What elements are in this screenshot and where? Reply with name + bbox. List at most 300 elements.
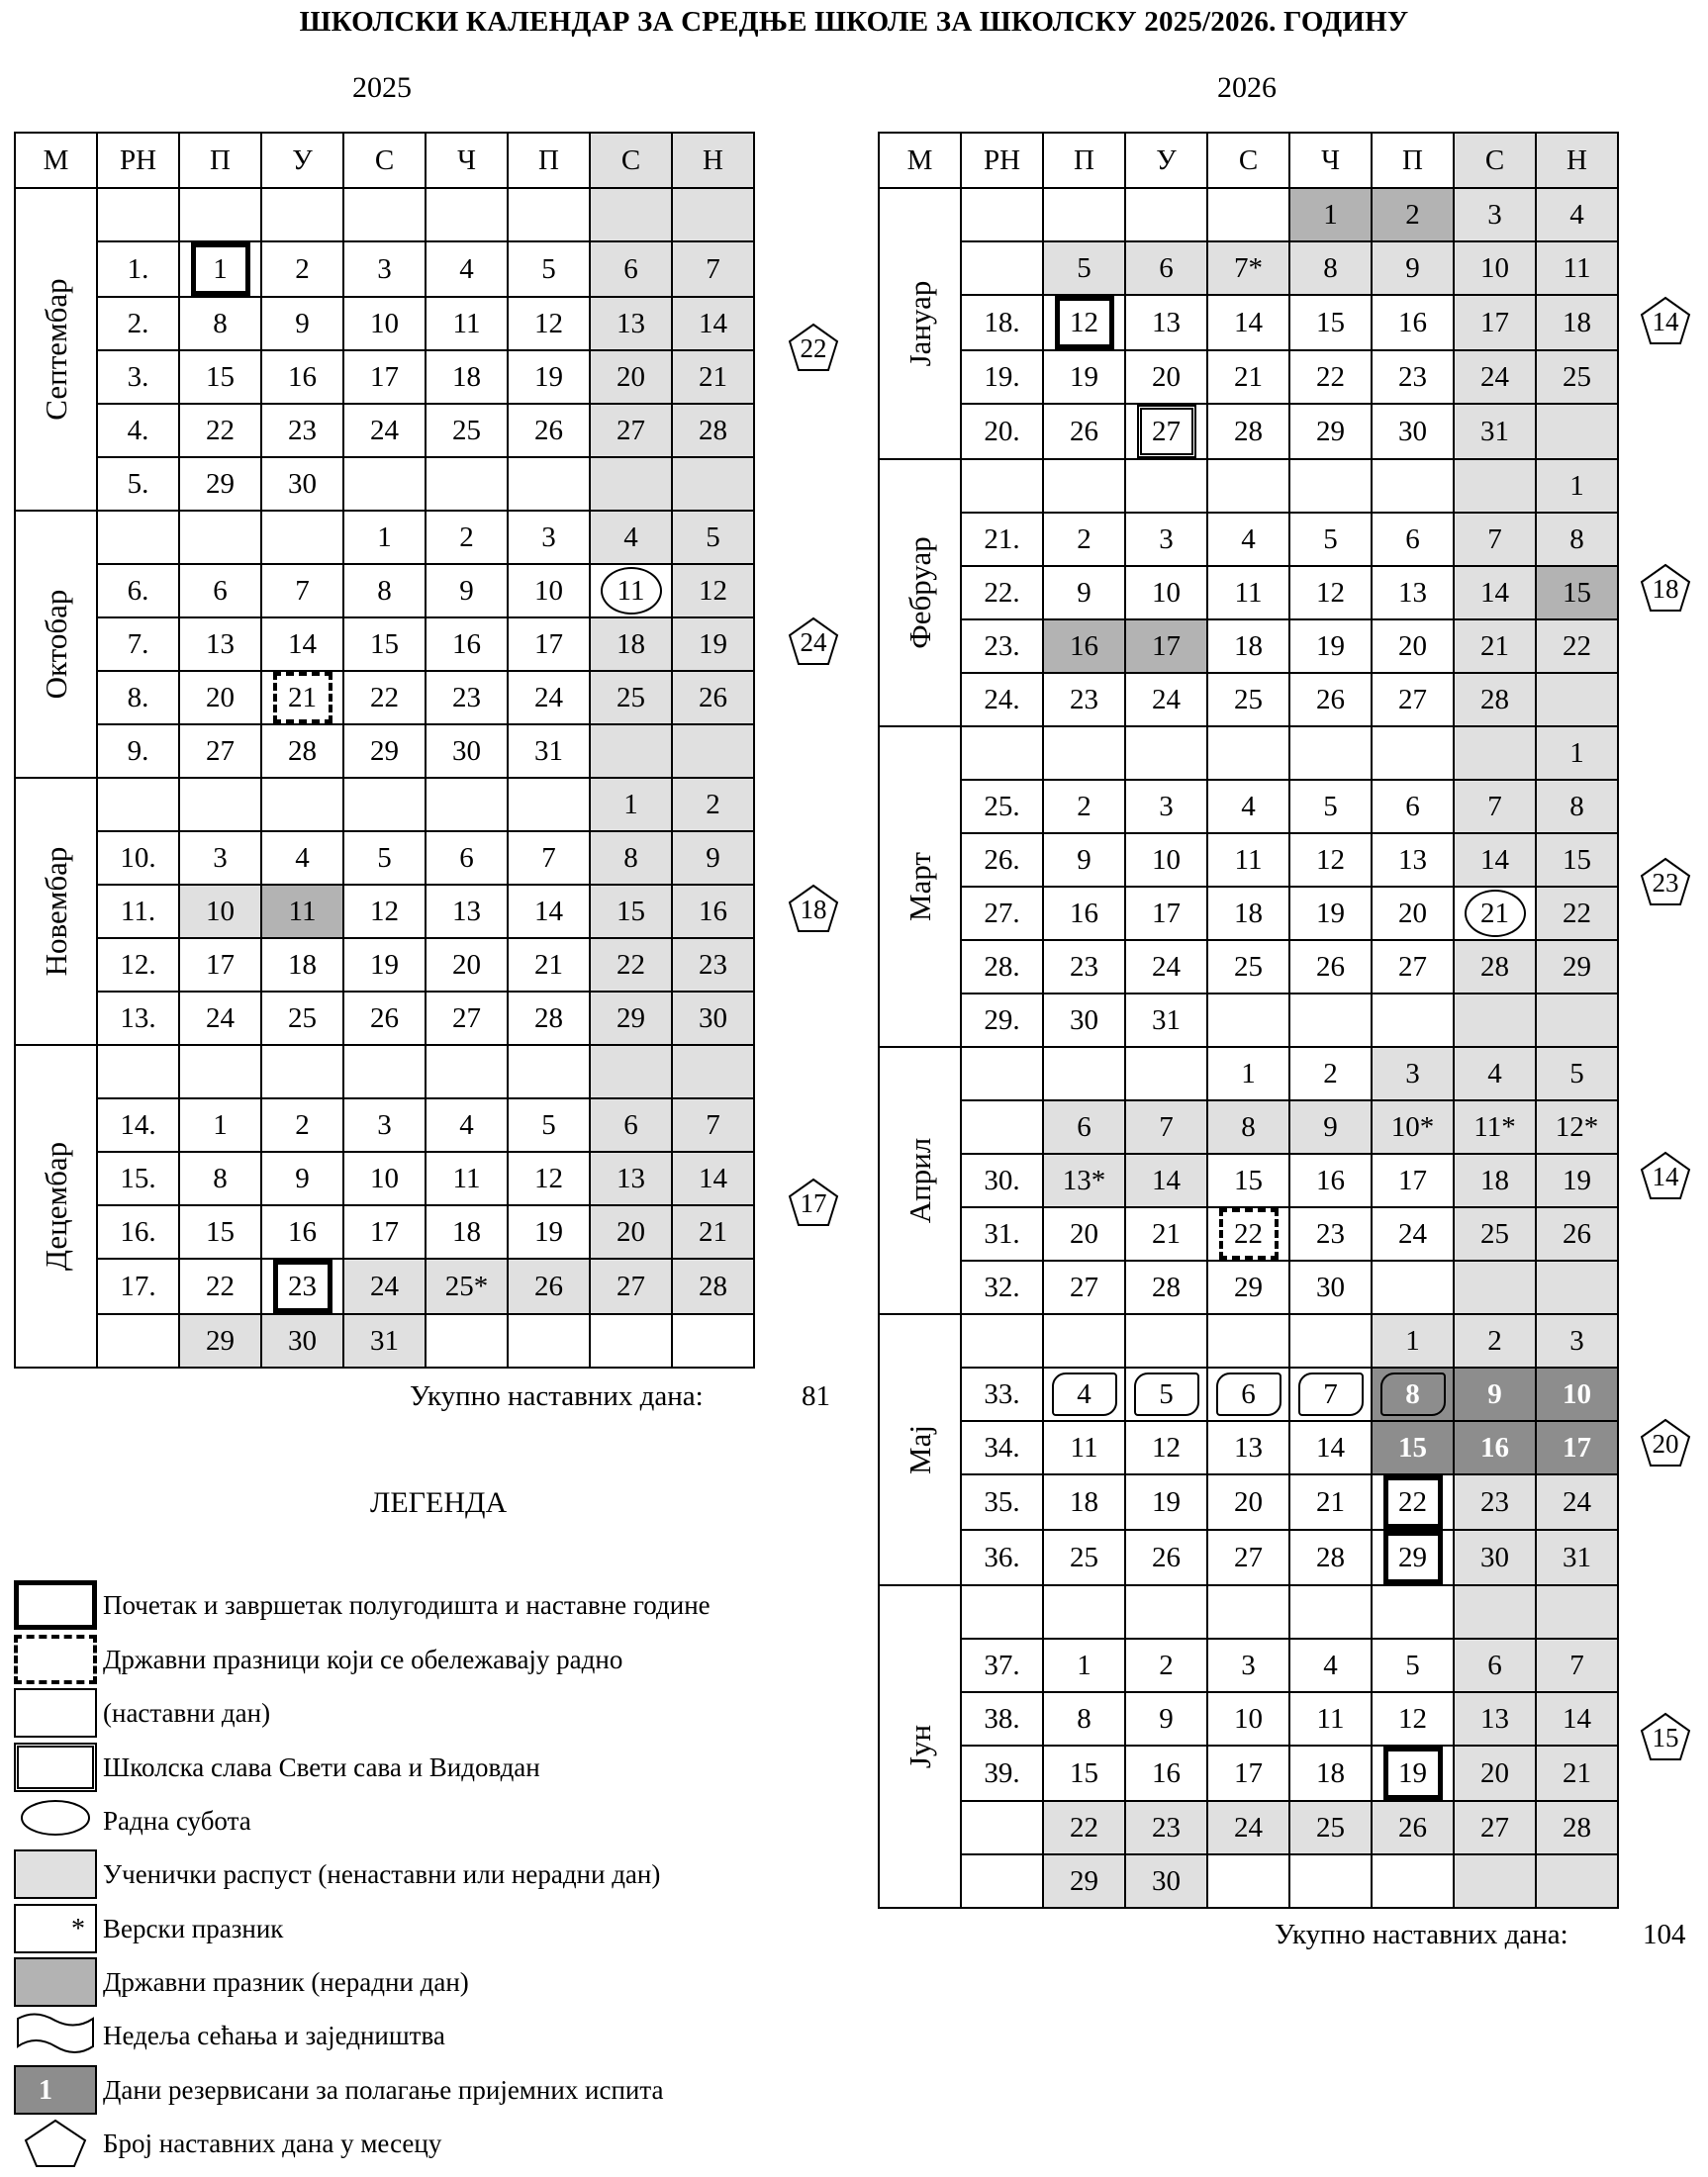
week-row [879,1100,1618,1154]
day-cell [1043,1314,1125,1368]
week-row [879,1207,1618,1261]
day-cell [1372,404,1454,459]
day-number: 22 [1219,1208,1279,1260]
day-number: 16 [288,360,317,393]
legend-item [14,1796,1003,1847]
week-number-cell [97,1045,179,1098]
day-cell [1289,726,1372,780]
day-cell [1207,1047,1289,1100]
month-name-cell [15,778,97,1045]
ellipse-icon [14,1796,97,1846]
day-number: 29 [206,467,235,500]
day-number: 13 [1398,576,1427,609]
day-number: 25 [1563,360,1591,393]
day-cell [179,457,261,511]
day-number: 3 [541,521,556,553]
week-number-cell [961,1047,1043,1100]
teaching-days-count: 15 [1652,1723,1679,1752]
week-row [879,726,1618,780]
day-number: 26 [1563,1217,1591,1250]
exam-glyph: 1 [39,2075,52,2106]
day-number: 15 [1070,1756,1098,1789]
day-cell [1207,1100,1289,1154]
day-number: 3 [377,252,392,285]
day-number: 19 [534,360,563,393]
day-cell [1536,780,1618,833]
week-row [879,673,1618,726]
day-cell [426,1314,508,1368]
day-number: 26 [534,1270,563,1302]
day-cell [1536,1530,1618,1585]
day-cell [1043,726,1125,780]
day-number: 20 [1398,629,1427,662]
teaching-days-count: 23 [1652,868,1679,898]
day-cell [1372,1474,1454,1530]
day-cell [426,564,508,617]
teaching-days-count: 17 [800,1188,827,1218]
day-number: 19 [1316,897,1345,929]
week-number: 28. [984,950,1020,983]
day-cell [1454,726,1536,780]
week-number-cell [97,724,179,778]
day-number: 14 [1480,843,1509,876]
week-number-cell [97,297,179,350]
weekday-header-row [15,133,754,188]
day-number: 31 [1563,1541,1591,1573]
weekday-header: Н [672,133,754,188]
day-cell [1454,833,1536,887]
day-number: 9 [1323,1110,1338,1143]
day-cell [1125,1421,1207,1474]
teaching-days-count: 14 [1652,307,1679,336]
weekday-header: У [1125,133,1207,188]
day-number: 4 [1487,1057,1502,1089]
week-number: 30. [984,1164,1020,1196]
week-row [15,1098,754,1152]
day-cell [1043,350,1125,404]
day-cell [508,1152,590,1205]
day-cell [343,671,426,724]
day-cell [1043,1801,1125,1854]
day-cell [1372,726,1454,780]
day-cell [672,241,754,297]
day-cell [1536,1154,1618,1207]
day-cell [1207,350,1289,404]
week-row [15,350,754,404]
week-number-cell [97,992,179,1045]
day-number: 20 [1070,1217,1098,1250]
day-number: 10 [370,307,399,339]
day-number: 20 [1398,897,1427,929]
day-cell [179,885,261,938]
week-number: 38. [984,1702,1020,1735]
week-row [15,1152,754,1205]
day-cell [1536,1261,1618,1314]
day-cell [1372,1314,1454,1368]
day-number: 6 [213,574,228,607]
week-number-cell [961,619,1043,673]
day-number: 25 [617,681,645,713]
week-row [15,885,754,938]
day-cell [1207,1261,1289,1314]
week-number: 31. [984,1217,1020,1250]
day-number: 20 [1480,1756,1509,1789]
weekday-header: С [590,133,672,188]
day-cell [672,1098,754,1152]
legend-item [14,1849,1003,1901]
day-cell [343,350,426,404]
day-cell [1536,887,1618,940]
month-name: Октобар [38,589,73,700]
day-cell [1289,1261,1372,1314]
day-cell [179,511,261,564]
day-number: 25 [1070,1541,1098,1573]
day-cell [508,564,590,617]
day-cell [508,671,590,724]
day-number: 8 [1323,251,1338,284]
day-number: 24 [534,681,563,713]
day-number: 28 [1563,1811,1591,1844]
week-number: 19. [984,360,1020,393]
week-row [879,513,1618,566]
day-number: 4 [623,521,638,553]
day-number: 11 [1316,1702,1345,1735]
day-cell [508,938,590,992]
day-number: 8 [1077,1702,1091,1735]
day-number: 5 [1077,251,1091,284]
day-cell [1454,1368,1536,1421]
day-number: 1 [1323,198,1338,231]
day-number: 9 [459,574,474,607]
month-name: Мај [901,1425,937,1474]
day-number: 31 [370,1324,399,1357]
day-number: 27 [617,414,645,446]
week-number-cell [97,1205,179,1259]
day-cell [1289,780,1372,833]
day-number: 4 [295,841,310,874]
day-number: 5 [1569,1057,1584,1089]
day-cell [1454,1207,1536,1261]
dashed-box-icon [14,1635,97,1684]
day-number: 7 [1487,522,1502,555]
day-number: 22 [1070,1811,1098,1844]
week-row [879,619,1618,673]
day-cell [672,992,754,1045]
total-label-2025: Укупно наставних дана: [410,1380,704,1412]
day-number: 8 [377,574,392,607]
day-number: 3 [1241,1649,1256,1681]
day-number: 30 [1070,1003,1098,1036]
day-number: 3 [1159,522,1174,555]
day-number: 9 [1077,843,1091,876]
day-number: 4 [1569,198,1584,231]
day-cell [1454,1314,1536,1368]
week-number: 5. [127,467,149,500]
month-name-cell [879,726,961,1047]
week-number-cell [961,726,1043,780]
day-number: 5 [706,521,720,553]
day-cell [1536,1421,1618,1474]
day-cell [1125,1314,1207,1368]
week-row [15,938,754,992]
day-number: 13 [1234,1431,1263,1464]
day-cell [1372,241,1454,295]
day-cell [261,938,343,992]
day-number: 10 [534,574,563,607]
day-cell [343,831,426,885]
day-cell [1289,350,1372,404]
day-cell [1454,459,1536,513]
day-cell [1372,1368,1454,1421]
day-number: 13 [617,1162,645,1194]
legend-text: Дани резервисани за полагање пријемних испита [103,2075,664,2105]
day-cell [1043,566,1125,619]
day-number: 14 [1152,1164,1181,1196]
day-number: 16 [1480,1431,1509,1464]
day-number: 3 [1569,1324,1584,1357]
legend-text: Верски празник [103,1914,284,1943]
day-cell [261,885,343,938]
week-row [879,350,1618,404]
day-cell [179,1045,261,1098]
day-number: 30 [288,467,317,500]
day-cell [508,1314,590,1368]
day-number: 20 [1152,360,1181,393]
day-cell [590,992,672,1045]
day-cell [1536,513,1618,566]
day-cell [508,992,590,1045]
day-number: 13 [206,627,235,660]
day-number: 12 [699,574,727,607]
weekday-header: Ч [1289,133,1372,188]
day-cell [508,778,590,831]
day-cell [1043,1854,1125,1908]
day-number: 14 [1234,306,1263,338]
day-cell [1207,1854,1289,1908]
day-cell [672,938,754,992]
day-number: 16 [288,1215,317,1248]
day-number: 6 [1159,251,1174,284]
day-number: 12 [370,895,399,927]
day-number: 8 [213,307,228,339]
day-number: 24 [370,1270,399,1302]
day-cell [1454,1692,1536,1746]
week-number-cell [961,1368,1043,1421]
day-cell [261,1205,343,1259]
week-row [15,188,754,241]
week-number: 37. [984,1649,1020,1681]
month-name-cell [879,459,961,726]
day-number: 30 [1398,415,1427,447]
week-number: 34. [984,1431,1020,1464]
day-number: 17 [370,360,399,393]
day-number: 3 [377,1108,392,1141]
day-cell [1043,1692,1125,1746]
day-cell [1454,1100,1536,1154]
day-number: 26 [370,1001,399,1034]
day-cell [426,1045,508,1098]
day-number: 18 [1070,1485,1098,1518]
day-cell [1125,566,1207,619]
week-row [15,831,754,885]
day-cell [179,831,261,885]
week-row [15,1314,754,1368]
day-cell [1289,295,1372,350]
day-cell [1372,295,1454,350]
day-number: 22 [1563,897,1591,929]
week-row [879,188,1618,241]
day-number: 18 [1234,629,1263,662]
day-cell [1454,1047,1536,1100]
day-number: 20 [617,1215,645,1248]
day-number: 28 [1234,415,1263,447]
day-number: 5 [377,841,392,874]
week-number: 1. [127,252,149,285]
week-number: 6. [127,574,149,607]
day-number: 7 [706,252,720,285]
week-number: 21. [984,522,1020,555]
day-number: 21 [1465,890,1526,937]
day-cell [1289,1368,1372,1421]
teaching-days-badge [788,323,839,372]
day-number: 1 [1241,1057,1256,1089]
day-number: 4 [1241,790,1256,822]
day-number: 9 [1487,1377,1502,1410]
day-cell [1125,1100,1207,1154]
day-number: 22 [206,414,235,446]
day-cell [1372,833,1454,887]
day-number: 24 [1152,950,1181,983]
month-name: Септембар [38,278,73,421]
teaching-days-count: 22 [800,333,827,363]
day-number: 28 [699,414,727,446]
legend-text: Ученички распуст (ненаставни или нерадни дан) [103,1859,661,1889]
day-number: 27 [452,1001,481,1034]
day-number: 23 [1070,683,1098,715]
week-row [15,992,754,1045]
day-cell [426,350,508,404]
day-cell [1289,1639,1372,1692]
day-number: 6 [1077,1110,1091,1143]
day-cell [426,992,508,1045]
day-cell [1372,940,1454,994]
week-number-cell [97,1314,179,1368]
day-cell [1536,1207,1618,1261]
day-number: 20 [452,948,481,981]
day-number: 7 [706,1108,720,1141]
day-number: 14 [1316,1431,1345,1464]
month-name: Децембар [38,1141,73,1272]
day-cell [343,778,426,831]
day-number: 1 [1569,736,1584,769]
day-number: 8 [1569,790,1584,822]
day-cell [1289,994,1372,1047]
day-number: 22 [1316,360,1345,393]
day-cell [1289,1314,1372,1368]
day-number: 24 [1563,1485,1591,1518]
day-cell [1207,1474,1289,1530]
day-cell [508,457,590,511]
week-number-cell [961,1421,1043,1474]
day-number: 13* [1062,1164,1106,1196]
day-cell [426,457,508,511]
day-cell [1125,1207,1207,1261]
day-cell [1207,887,1289,940]
day-cell [590,724,672,778]
day-number: 25 [288,1001,317,1034]
day-number: 31 [1152,1003,1181,1036]
day-number: 8 [1380,1372,1446,1416]
day-number: 10 [1152,843,1181,876]
week-row [15,457,754,511]
day-cell [426,1205,508,1259]
weekday-header: РН [97,133,179,188]
day-cell [1207,1530,1289,1585]
week-number-cell [961,1530,1043,1585]
day-cell [426,938,508,992]
weekday-header: С [1207,133,1289,188]
day-cell [426,724,508,778]
day-number: 13 [1152,306,1181,338]
day-number: 2 [706,788,720,820]
day-cell [1207,566,1289,619]
day-cell [1454,1421,1536,1474]
week-row [15,778,754,831]
day-number: 16 [1070,897,1098,929]
day-cell [1536,726,1618,780]
day-number: 26 [699,681,727,713]
day-number: 16 [1070,629,1098,662]
day-number: 23 [452,681,481,713]
day-cell [590,511,672,564]
week-number-cell [97,511,179,564]
day-cell [1289,1100,1372,1154]
day-number: 27 [1480,1811,1509,1844]
day-number: 19 [1383,1747,1443,1800]
day-cell [508,188,590,241]
week-row [879,1368,1618,1421]
day-number: 9 [1077,576,1091,609]
day-cell [1043,1530,1125,1585]
day-cell [508,724,590,778]
day-cell [1536,295,1618,350]
day-cell [590,404,672,457]
day-number: 25* [444,1270,489,1302]
week-row [15,1259,754,1314]
week-number: 16. [120,1215,156,1248]
teaching-days-count: 14 [1652,1162,1679,1191]
day-cell [261,617,343,671]
calendar-2025 [14,132,755,1369]
day-cell [426,1098,508,1152]
day-number: 9 [1405,251,1420,284]
day-number: 12 [1316,576,1345,609]
day-number: 21 [1480,629,1509,662]
day-cell [1125,1154,1207,1207]
day-number: 17 [534,627,563,660]
page-title: ШКОЛСКИ КАЛЕНДАР ЗА СРЕДЊЕ ШКОЛЕ ЗА ШКОЛСКУ 2025/2026. ГОДИНУ [299,6,1409,38]
day-number: 28 [1316,1541,1345,1573]
day-number: 18 [452,360,481,393]
day-number: 16 [1398,306,1427,338]
day-cell [1043,295,1125,350]
day-number: 4 [459,252,474,285]
day-cell [343,1205,426,1259]
legend-item [14,1904,1003,1955]
day-cell [261,404,343,457]
flag-icon [14,2011,97,2060]
day-cell [1043,1207,1125,1261]
